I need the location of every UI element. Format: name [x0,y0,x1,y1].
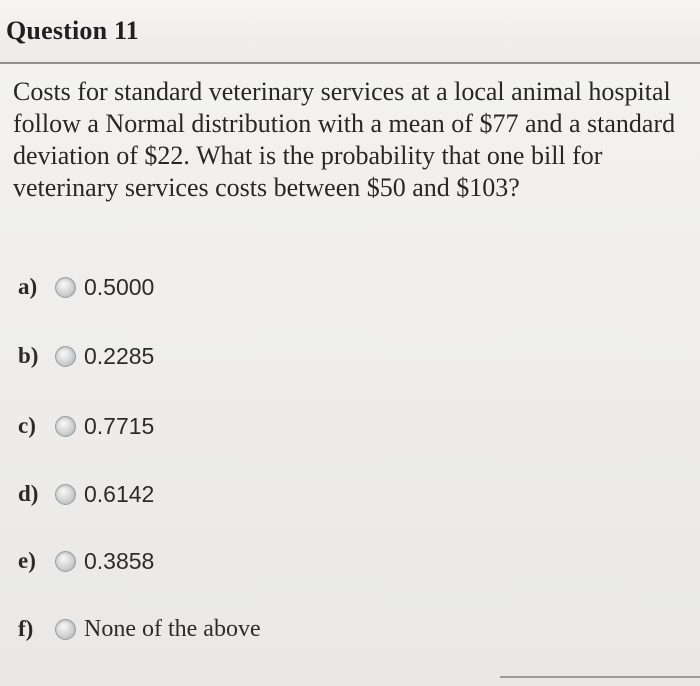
option-letter: e) [18,548,36,573]
option-letter: a) [18,274,38,299]
divider [500,676,700,678]
option-letter: c) [18,413,36,438]
question-header [0,0,700,64]
option-letter: b) [18,343,39,368]
option-letter: f) [18,616,34,641]
option-letter: d) [18,481,39,506]
radio-button-icon[interactable] [55,551,76,572]
radio-button-icon[interactable] [55,484,76,505]
question-content [0,64,700,686]
option-text: 0.2285 [84,342,155,369]
radio-button-icon[interactable] [55,416,76,437]
question-title: Question 11 [6,16,139,45]
radio-button-icon[interactable] [55,346,76,367]
option-text: 0.7715 [84,412,155,439]
question-text: Costs for standard veterinary services at a local animal hospital follow a Normal distribution with a mean of $77 and a standard deviation of $22. What is the probability that one bill for veterinary services costs between $50 and $103? [13,77,676,202]
radio-button-icon[interactable] [55,619,76,640]
option-text: 0.6142 [84,480,155,507]
option-text: 0.5000 [84,273,155,300]
option-text: None of the above [84,615,261,642]
option-text: 0.3858 [84,547,155,574]
radio-button-icon[interactable] [55,277,76,298]
